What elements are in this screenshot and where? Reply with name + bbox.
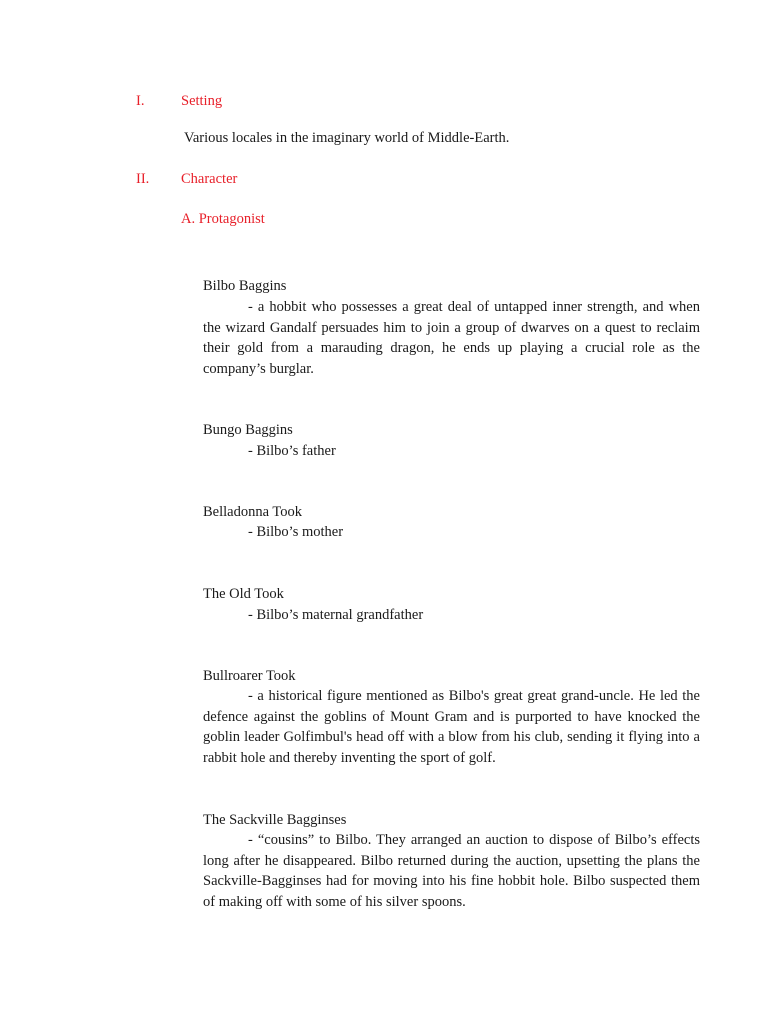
character-description: - “cousins” to Bilbo. They arranged an auction to dispose of Bilbo’s effects long after he disappeared. Bilbo returned during the auction, upsetting the plans the Sackville-Bagginses had for moving into his fine hobbit hole. Bilbo suspected them of making off with some of his silver spoons.	[203, 832, 700, 910]
section-1-numeral: I.	[136, 93, 145, 109]
character-name: Bungo Baggins	[203, 422, 293, 438]
setting-text: Various locales in the imaginary world of Middle-Earth.	[184, 130, 510, 146]
character-description: - Bilbo’s mother	[248, 524, 344, 540]
character-name: The Old Took	[203, 586, 284, 602]
character-name: Belladonna Took	[203, 504, 302, 520]
subsection-a-title: A. Protagonist	[181, 211, 265, 227]
character-description: - a historical figure mentioned as Bilbo's great great grand-uncle. He led the defence against the goblins of Mount Gram and is purported to have knocked the goblin leader Golfimbul's head off with a blow from his club, sending it flying into a rabbit hole and thereby inventing the sport of golf.	[203, 688, 700, 766]
section-2-title: Character	[181, 171, 238, 187]
character-description: - Bilbo’s maternal grandfather	[248, 607, 424, 623]
section-1-title: Setting	[181, 93, 223, 109]
section-2-numeral: II.	[136, 171, 150, 187]
character-name: The Sackville Bagginses	[203, 812, 347, 828]
character-description: - a hobbit who possesses a great deal of untapped inner strength, and when the wizard Gandalf persuades him to join a group of dwarves on a quest to reclaim their gold from a marauding dragon, he ends up playing a crucial role as the company’s burglar.	[203, 299, 700, 377]
character-name: Bullroarer Took	[203, 668, 296, 684]
character-name: Bilbo Baggins	[203, 278, 287, 294]
character-description: - Bilbo’s father	[248, 443, 336, 459]
